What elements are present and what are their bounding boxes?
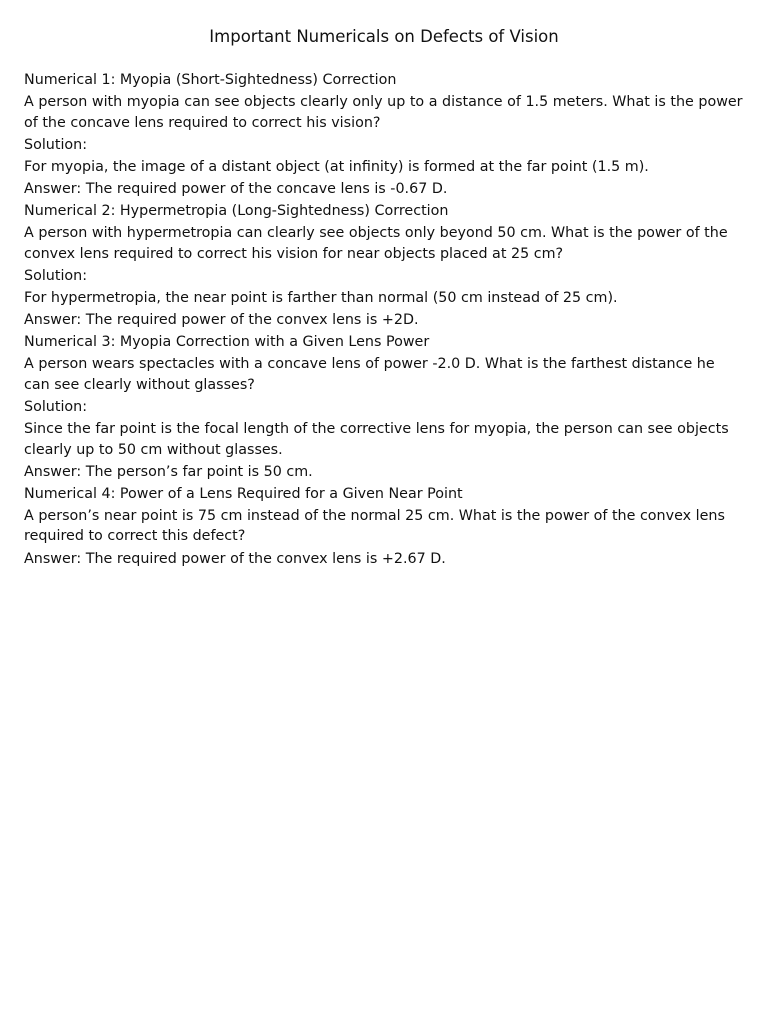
solution-label: Solution: [24,267,88,284]
solution-label: Solution: [24,136,88,153]
solution-text: Since the far point is the focal length of the corrective lens for myopia, the person can see objects clearly up to 50 cm without glasses. [24,421,729,458]
page-title: Important Numericals on Defects of Vision [209,27,559,46]
heading-numerical-4: Numerical 4: Power of a Lens Required for a Given Near Point [24,485,463,502]
question-numerical-2: A person with hypermetropia can clearly see objects only beyond 50 cm. What is the power of the convex lens required to correct his vision for near objects placed at 25 cm? [24,225,728,262]
answer-text: Answer: The person’s far point is 50 cm. [24,463,313,480]
question-numerical-1: A person with myopia can see objects clearly only up to a distance of 1.5 meters. What is the power of the concave lens required to correct his vision? [24,94,743,131]
heading-numerical-3: Numerical 3: Myopia Correction with a Given Lens Power [24,334,430,351]
answer-text: Answer: The required power of the concave lens is -0.67 D. [24,180,448,197]
document-body [24,70,744,569]
solution-label: Solution: [24,398,88,415]
answer-text: Answer: The required power of the convex lens is +2.67 D. [24,550,446,567]
answer-text: Answer: The required power of the convex lens is +2D. [24,312,419,329]
question-numerical-3: A person wears spectacles with a concave lens of power -2.0 D. What is the farthest distance he can see clearly without glasses? [24,356,715,393]
solution-text: For myopia, the image of a distant object (at infinity) is formed at the far point (1.5 m). [24,158,649,175]
heading-numerical-1: Numerical 1: Myopia (Short-Sightedness) Correction [24,72,397,88]
heading-numerical-2: Numerical 2: Hypermetropia (Long-Sightedness) Correction [24,203,449,220]
solution-text: For hypermetropia, the near point is farther than normal (50 cm instead of 25 cm). [24,289,618,306]
question-numerical-4: A person’s near point is 75 cm instead of the normal 25 cm. What is the power of the convex lens required to correct this defect? [24,507,725,545]
